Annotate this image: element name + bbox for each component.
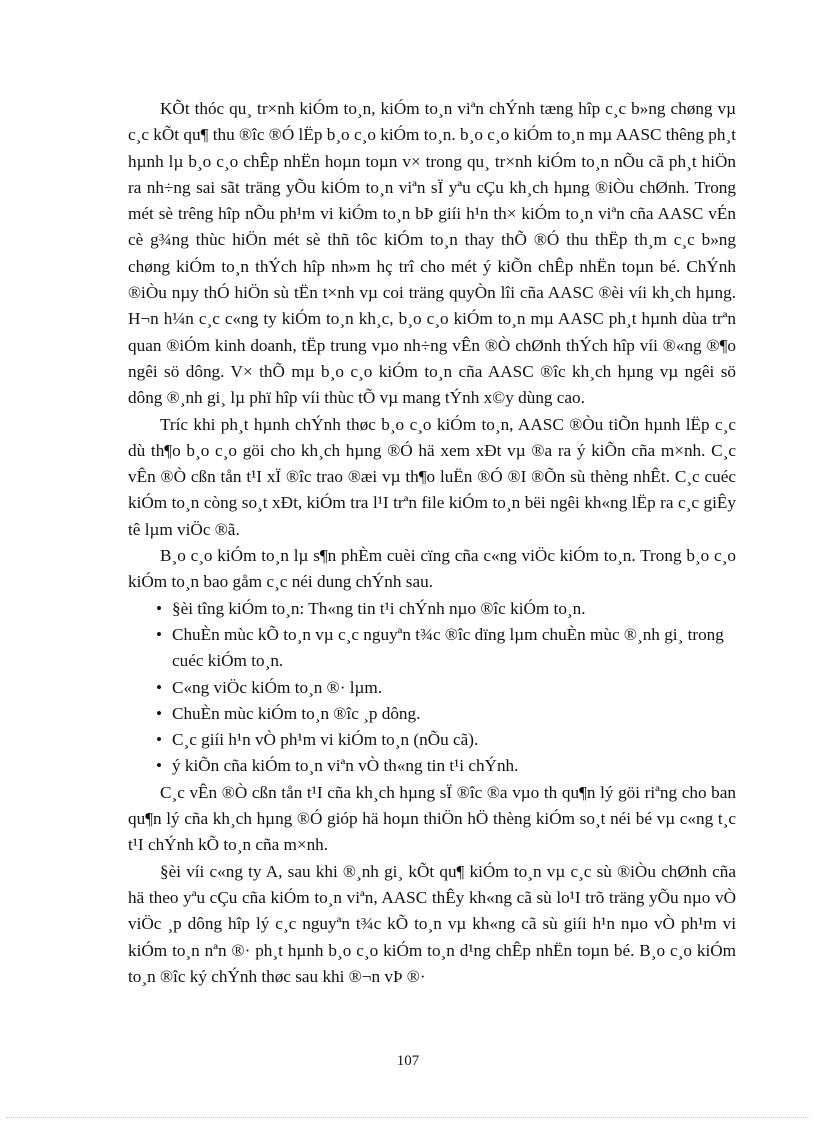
bullet-icon: •	[156, 598, 163, 618]
paragraph-draft-report: Tríc khi ph¸t hµnh chÝnh thøc b¸o c¸o kiÓm to¸n, AASC ®Òu tiÕn hµnh lËp c¸c dù th¶o b¸o c¸o göi cho kh¸ch hµng ®Ó hä xem xÐt vµ ®a ra ý kiÕn cña m×nh. C¸c vÊn ®Ò cßn tån t¹I xÏ ®îc trao ®æi vµ th¶o luËn ®Ó ®I ®Õn sù thèng nhÊt. C¸c cuéc kiÓm to¸n còng so¸t xÐt, kiÓm tra l¹I trªn file kiÓm to¸n bëi ngêi kh«ng lËp ra c¸c giÊy tê lµm viÖc ®ã.	[128, 414, 736, 539]
list-item-text: ChuÈn mùc kiÓm to¸n ®îc ¸p dông.	[172, 703, 421, 723]
paragraph-conclusion: KÕt thóc qu¸ tr×nh kiÓm to¸n, kiÓm to¸n viªn chÝnh tæng hîp c¸c b»ng chøng vµ c¸c kÕt qu¶ thu ®îc ®Ó lËp b¸o c¸o kiÓm to¸n. b¸o c¸o kiÓm to¸n mµ AASC thêng ph¸t hµnh lµ b¸o c¸o chÊp nhËn hoµn toµn v× trong qu¸ tr×nh kiÓm to¸n nÕu cã ph¸t hiÖn ra nh÷ng sai sãt träng yÕu kiÓm to¸n viªn sÏ yªu cÇu kh¸ch hµng ®iÒu chØnh. Trong mét sè trêng hîp nÕu ph¹m vi kiÓm to¸n bÞ giíi h¹n th× kiÓm to¸n viªn cña AASC vÉn cè g¾ng thùc hiÖn mét sè thñ tôc kiÓm to¸n thay thÕ ®Ó thu thËp th¸m c¸c b»ng chøng kiÓm to¸n thÝch hîp nh»m hç trî cho mét ý kiÕn chÊp nhËn toµn bé. ChÝnh ®iÒu nµy thÓ hiÖn sù tËn t×nh vµ coi träng quyÒn lîi cña AASC ®èi víi kh¸ch hµng. H¬n h¼n c¸c c«ng ty kiÓm to¸n kh¸c, b¸o c¸o kiÓm to¸n mµ AASC ph¸t hµnh dùa trªn quan ®iÓm kinh doanh, tËp trung vµo nh÷ng vÊn ®Ò chØnh thÝch hîp víi ®«ng ®¶o ngêi sö dông. V× thÕ mµ b¸o c¸o kiÓm to¸n cña AASC ®îc kh¸ch hµng vµ ngêi sö dông ®¸nh gi¸ lµ phï hîp víi thùc tÕ vµ mang tÝnh x©y dùng cao.	[128, 99, 736, 408]
bullet-icon: •	[156, 703, 163, 723]
paragraph-report-contents: B¸o c¸o kiÓm to¸n lµ s¶n phÈm cuèi cïng cña c«ng viÖc kiÓm to¸n. Trong b¸o c¸o kiÓm to¸n bao gåm c¸c néi dung chÝnh sau.	[128, 546, 736, 592]
bullet-icon: •	[156, 756, 163, 776]
bullet-icon: •	[156, 624, 163, 644]
list-item	[128, 753, 736, 779]
page-number: 107	[396, 1053, 420, 1069]
list-item-text: C¸c giíi h¹n vÒ ph¹m vi kiÓm to¸n (nÕu cã).	[172, 730, 479, 750]
paragraph-company-a: §èi víi c«ng ty A, sau khi ®¸nh gi¸ kÕt qu¶ kiÓm to¸n vµ c¸c sù ®iÒu chØnh cña hä theo yªu cÇu cña kiÓm to¸n viªn, AASC thÊy kh«ng cã sù lo¹I trõ träng yÕu nµo vÒ viÖc ¸p dông hîp lý c¸c nguyªn t¾c kÕ to¸n vµ kh«ng cã sù giíi h¹n nµo vÒ ph¹m vi kiÓm to¸n nªn ®· ph¸t hµnh b¸o c¸o kiÓm to¸n d¹ng chÊp nhËn toµn bé. B¸o c¸o kiÓm to¸n ®îc ký chÝnh thøc sau khi ®¬n vÞ ®·	[128, 861, 736, 986]
bullet-icon: •	[156, 677, 163, 697]
list-item	[128, 675, 736, 701]
list-item	[128, 727, 736, 753]
list-item-text: ý kiÕn cña kiÓm to¸n viªn vÒ th«ng tin t¹i chÝnh.	[172, 756, 519, 776]
report-contents-list	[128, 596, 736, 780]
page-bottom-divider	[6, 1117, 810, 1118]
list-item	[128, 622, 736, 675]
body-text	[128, 96, 736, 990]
list-item	[128, 701, 736, 727]
list-item-text: §èi tîng kiÓm to¸n: Th«ng tin t¹i chÝnh nµo ®îc kiÓm to¸n.	[172, 598, 586, 618]
paragraph-management-letter: C¸c vÊn ®Ò cßn tån t¹I cña kh¸ch hµng sÏ ®îc ®a vµo th qu¶n lý göi riªng cho ban qu¶n lý cña kh¸ch hµng ®Ó gióp hä hoµn thiÖn hÖ thèng kiÓm so¸t néi bé vµ c«ng t¸c t¹I chÝnh kÕ to¸n cña m×nh.	[128, 782, 736, 855]
list-item-text: ChuÈn mùc kÕ to¸n vµ c¸c nguyªn t¾c ®îc dïng lµm chuÈn mùc ®¸nh gi¸ trong cuéc kiÓm to¸n.	[172, 624, 724, 671]
list-item-text: C«ng viÖc kiÓm to¸n ®· lµm.	[172, 677, 383, 697]
bullet-icon: •	[156, 730, 163, 750]
list-item	[128, 596, 736, 622]
